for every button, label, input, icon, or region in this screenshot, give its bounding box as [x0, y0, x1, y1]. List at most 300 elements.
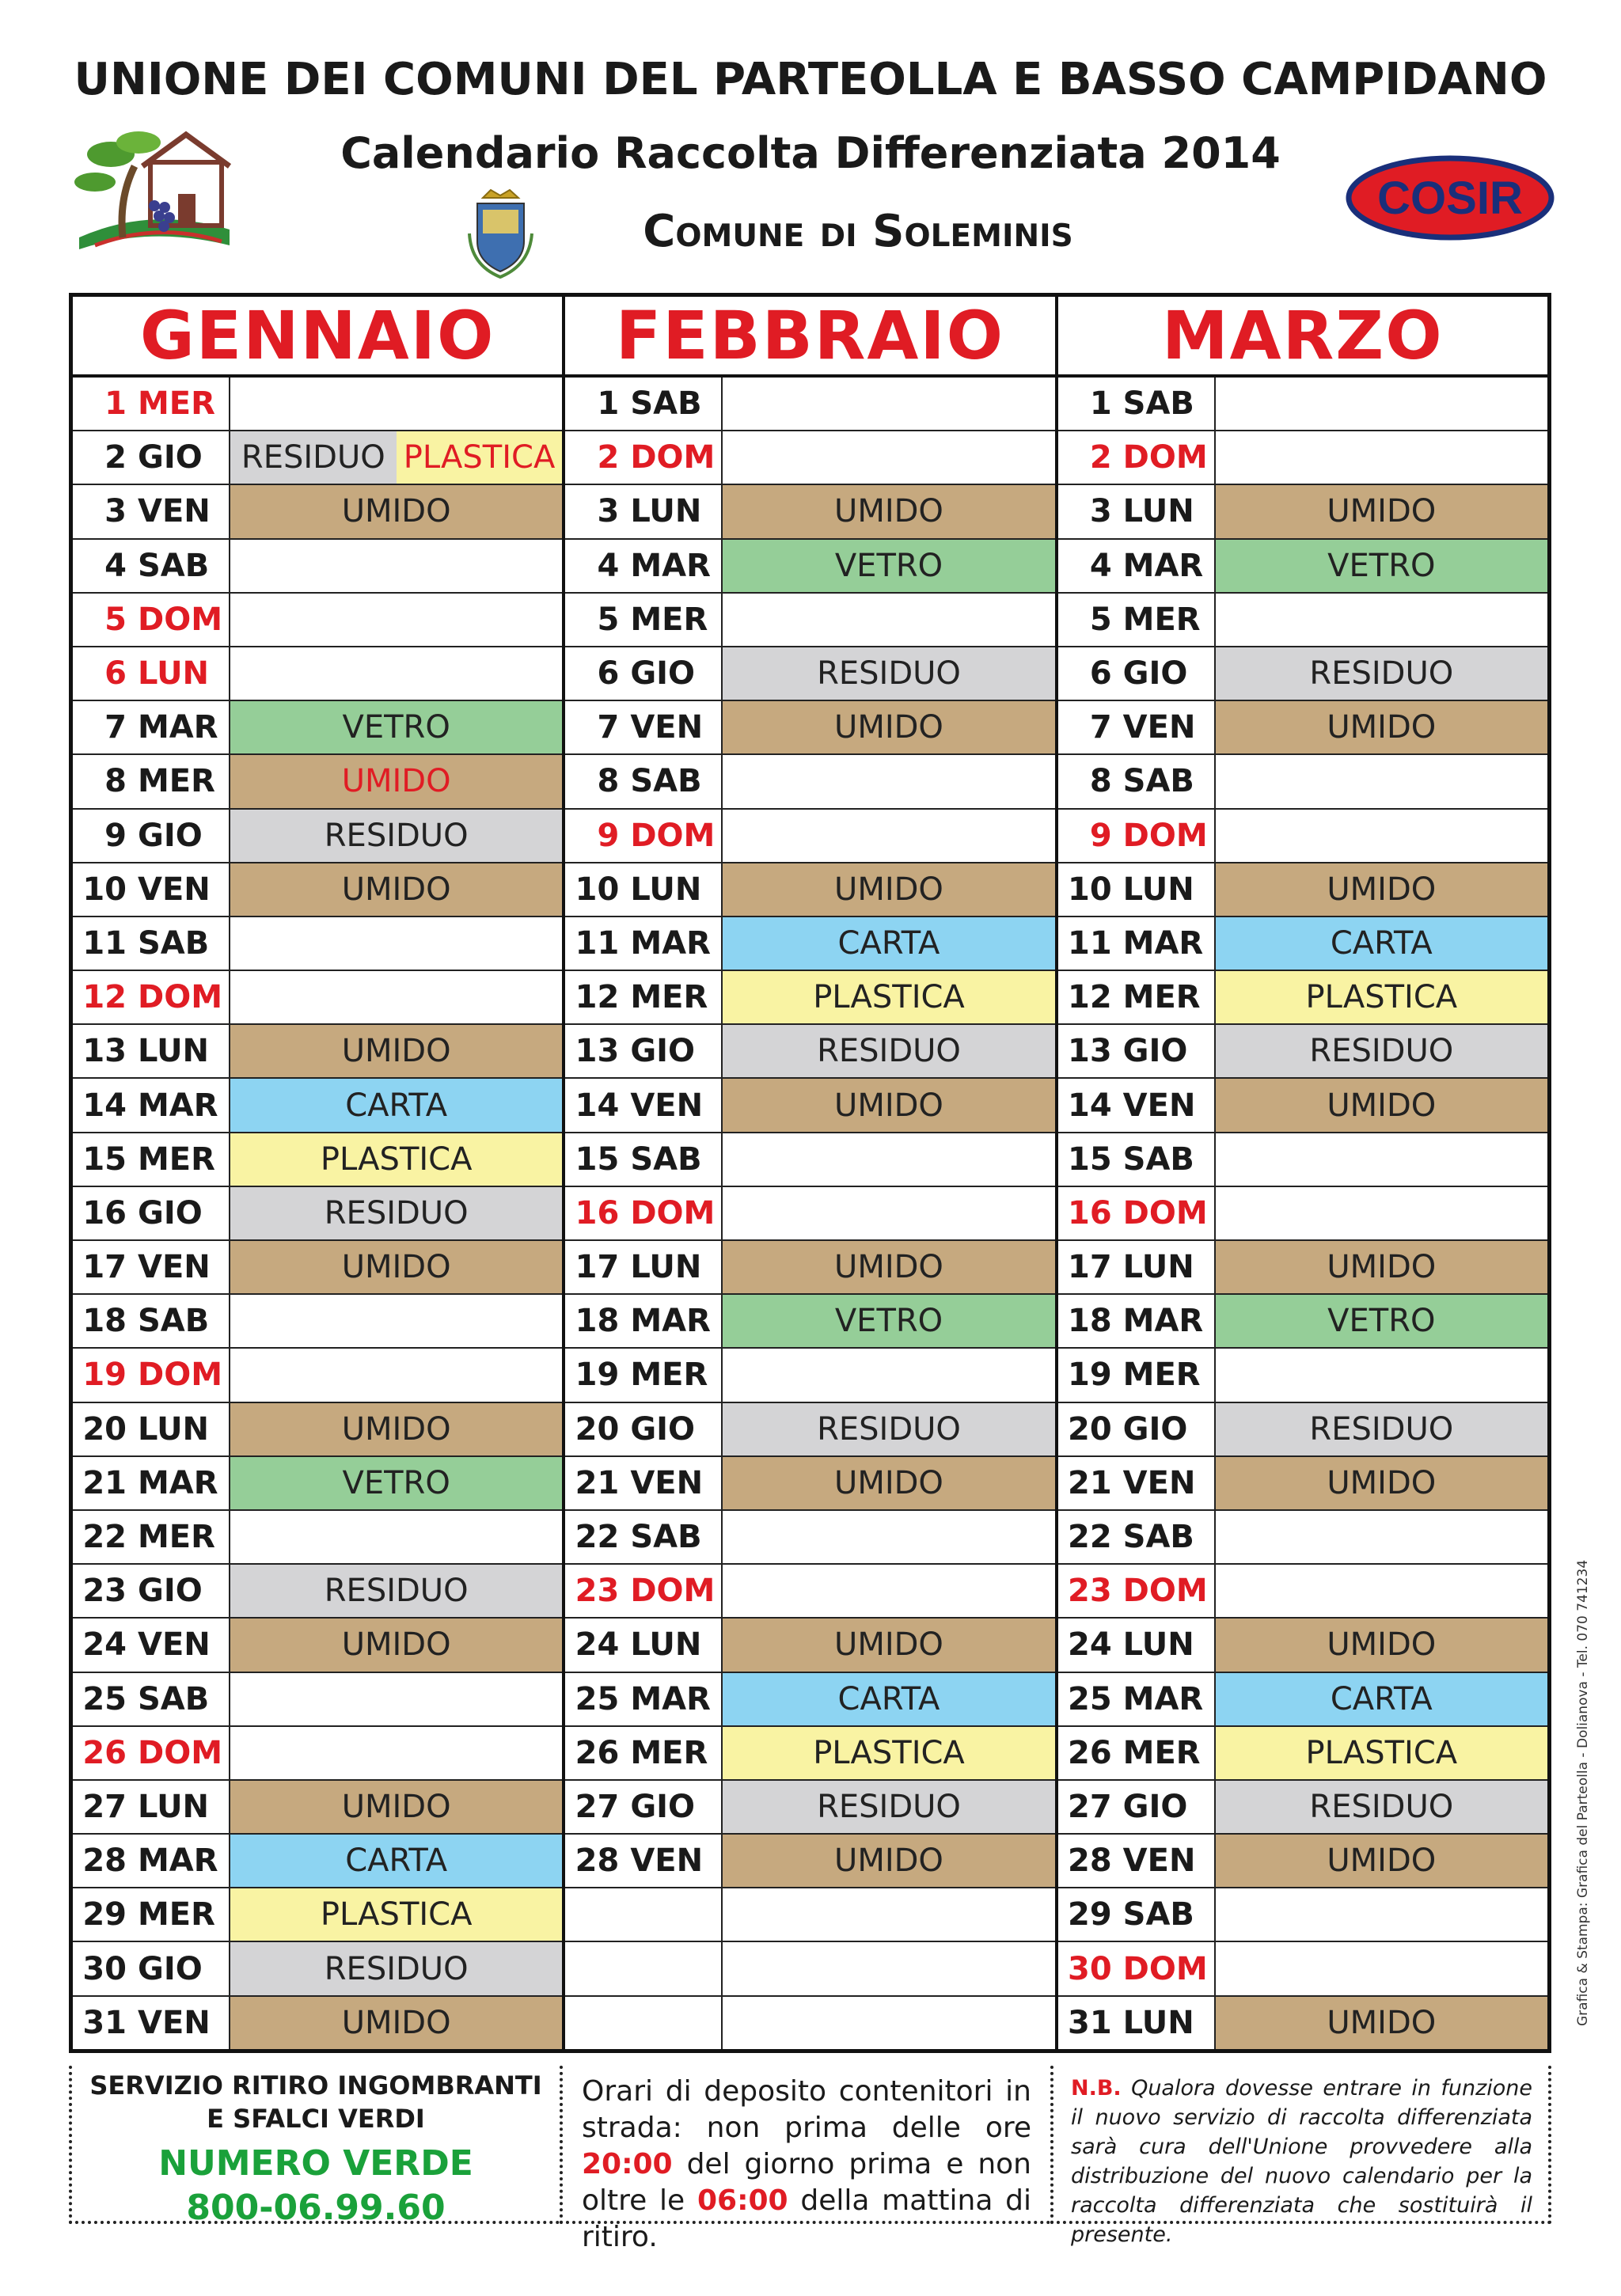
day-row — [73, 1295, 562, 1349]
waste-cell-empty — [1216, 1565, 1547, 1617]
waste-cell-empty — [723, 810, 1054, 862]
day-number: 23 — [82, 1573, 127, 1610]
waste-cell-empty — [230, 1511, 562, 1563]
union-title: UNIONE DEI COMUNI DEL PARTEOLLA E BASSO CAMPIDANO — [74, 54, 1547, 105]
waste-cell-empty — [230, 378, 562, 430]
day-cell — [73, 863, 230, 916]
day-row — [1058, 1403, 1547, 1457]
day-cell — [565, 378, 723, 430]
day-cell — [565, 971, 723, 1023]
day-number: 23 — [575, 1573, 620, 1610]
day-cell — [1058, 1295, 1216, 1347]
day-cell — [1058, 540, 1216, 592]
day-of-week: VEN — [138, 1249, 211, 1286]
footer — [69, 2066, 1551, 2253]
day-number: 24 — [82, 1626, 127, 1664]
day-row — [73, 1835, 562, 1888]
day-of-week: MAR — [138, 1464, 218, 1501]
day-row — [73, 863, 562, 917]
calendar-grid — [69, 293, 1551, 2053]
waste-cell-empty — [723, 1133, 1054, 1186]
day-cell — [565, 1565, 723, 1617]
waste-cell-carta: CARTA — [1216, 917, 1547, 970]
day-row — [565, 1835, 1054, 1888]
month-name: GENNAIO — [73, 297, 562, 378]
day-of-week: GIO — [630, 1410, 696, 1448]
waste-cell-umido: UMIDO — [1216, 1241, 1547, 1293]
day-row — [565, 594, 1054, 647]
waste-cell-umido: UMIDO — [230, 1403, 562, 1455]
day-cell — [1058, 1511, 1216, 1563]
waste-cell-empty — [230, 540, 562, 592]
day-of-week: GIO — [1122, 1033, 1188, 1070]
day-number: 25 — [82, 1680, 127, 1717]
day-of-week: VEN — [630, 1464, 704, 1501]
day-of-week: LUN — [138, 1033, 210, 1070]
waste-cell-umido: UMIDO — [230, 1619, 562, 1671]
nb-text: Qualora dovesse entrare in funzione il nuovo servizio di raccolta differenziata sarà cura dell'Unione provvedere alla distribuzione del nuovo calendario per la raccolta differenziata che sostituirà il presente. — [1071, 2076, 1532, 2247]
day-row — [73, 540, 562, 594]
day-number: 2 — [1089, 439, 1112, 476]
waste-cell-residuo: RESIDUO — [1216, 1025, 1547, 1077]
day-of-week: SAB — [138, 547, 210, 584]
day-cell — [73, 1511, 230, 1563]
day-row — [73, 1079, 562, 1133]
day-cell — [565, 594, 723, 646]
day-of-week: DOM — [1122, 1194, 1208, 1231]
day-row — [73, 1942, 562, 1996]
day-row — [1058, 1619, 1547, 1672]
day-of-week: SAB — [138, 924, 210, 962]
day-number: 2 — [597, 439, 620, 476]
day-cell — [73, 1079, 230, 1131]
day-cell — [1058, 1619, 1216, 1671]
day-cell — [73, 810, 230, 862]
day-cell — [1058, 917, 1216, 970]
day-of-week: SAB — [138, 1303, 210, 1340]
day-cell — [73, 594, 230, 646]
day-number: 8 — [597, 763, 620, 800]
day-number: 29 — [82, 1896, 127, 1934]
day-cell — [1058, 1025, 1216, 1077]
waste-cell-vetro: VETRO — [723, 1295, 1054, 1347]
waste-cell-umido: UMIDO — [230, 1997, 562, 2049]
day-row — [565, 1673, 1054, 1727]
day-number: 14 — [1067, 1087, 1112, 1124]
waste-cell-empty — [230, 647, 562, 700]
numero-verde-label: NUMERO VERDE — [158, 2143, 473, 2184]
waste-cell-residuo: RESIDUO — [1216, 647, 1547, 700]
waste-cell-residuo: RESIDUO — [723, 647, 1054, 700]
day-number: 22 — [82, 1519, 127, 1556]
day-row — [1058, 1457, 1547, 1511]
month-column-gennaio — [73, 297, 565, 2049]
day-number: 6 — [1089, 655, 1112, 693]
waste-cell-vetro: VETRO — [1216, 540, 1547, 592]
waste-cell-empty — [723, 378, 1054, 430]
day-row — [1058, 1079, 1547, 1133]
day-of-week: SAB — [630, 763, 702, 800]
day-row — [73, 1511, 562, 1565]
day-row — [565, 1565, 1054, 1619]
day-row — [565, 1942, 1054, 1996]
waste-cell-residuo: RESIDUO — [230, 1187, 562, 1239]
waste-cell-vetro: VETRO — [230, 1457, 562, 1509]
day-number: 5 — [1089, 601, 1112, 638]
day-number: 25 — [575, 1680, 620, 1717]
day-cell — [1058, 431, 1216, 484]
day-of-week: MER — [138, 1140, 215, 1178]
day-number: 7 — [104, 709, 127, 746]
day-of-week: VEN — [138, 1626, 211, 1664]
day-cell — [565, 1079, 723, 1131]
nb-notice-box — [1050, 2066, 1551, 2247]
day-of-week: MAR — [138, 1842, 218, 1880]
day-number: 12 — [1067, 979, 1112, 1016]
day-cell — [73, 431, 230, 484]
day-of-week: MER — [1122, 1734, 1201, 1771]
month-name: MARZO — [1058, 297, 1547, 378]
day-number: 20 — [1067, 1410, 1112, 1448]
waste-cell-vetro: VETRO — [1216, 1295, 1547, 1347]
hours-time-morning: 06:00 — [697, 2184, 788, 2217]
day-row — [565, 701, 1054, 755]
day-cell — [73, 540, 230, 592]
day-of-week: SAB — [630, 1519, 702, 1556]
waste-cell-umido: UMIDO — [230, 1025, 562, 1077]
day-cell — [73, 1835, 230, 1887]
day-of-week: LUN — [138, 1788, 210, 1825]
day-number: 26 — [82, 1734, 127, 1771]
day-number: 20 — [575, 1410, 620, 1448]
day-of-week: VEN — [1122, 1842, 1196, 1880]
day-number: 8 — [104, 763, 127, 800]
day-row — [565, 1295, 1054, 1349]
day-cell — [73, 1187, 230, 1239]
day-row — [73, 1187, 562, 1241]
waste-cell-umido: UMIDO — [723, 1241, 1054, 1293]
day-number: 13 — [575, 1033, 620, 1070]
day-cell — [73, 1727, 230, 1779]
day-cell — [565, 1457, 723, 1509]
day-number: 13 — [82, 1033, 127, 1070]
day-number: 13 — [1067, 1033, 1112, 1070]
day-of-week: GIO — [1122, 1410, 1188, 1448]
day-cell — [565, 755, 723, 807]
day-of-week: LUN — [1122, 1626, 1194, 1664]
day-number: 6 — [104, 655, 127, 693]
day-number: 3 — [104, 493, 127, 530]
day-cell — [565, 1187, 723, 1239]
hours-time-evening: 20:00 — [582, 2148, 673, 2180]
waste-cell-empty — [723, 594, 1054, 646]
day-row — [565, 485, 1054, 539]
day-row — [73, 1619, 562, 1672]
waste-cell-empty — [230, 1295, 562, 1347]
day-cell — [565, 540, 723, 592]
day-cell — [1058, 1079, 1216, 1131]
day-of-week: MAR — [138, 709, 218, 746]
day-number: 26 — [1067, 1734, 1112, 1771]
svg-text:COSIR: COSIR — [1377, 173, 1523, 224]
day-number: 31 — [82, 2004, 127, 2041]
waste-cell-empty — [723, 1187, 1054, 1239]
numero-verde-phone: 800-06.99.60 — [186, 2188, 446, 2228]
day-row — [565, 1457, 1054, 1511]
day-cell — [565, 701, 723, 753]
day-row — [1058, 647, 1547, 701]
day-row — [1058, 1997, 1547, 2049]
day-number: 1 — [1089, 385, 1112, 423]
day-cell — [1058, 971, 1216, 1023]
day-of-week: VEN — [138, 493, 211, 530]
day-number: 18 — [82, 1303, 127, 1340]
day-number: 14 — [575, 1087, 620, 1124]
day-of-week: GIO — [138, 1194, 203, 1231]
waste-cell-umido: UMIDO — [1216, 1997, 1547, 2049]
waste-cell-umido: UMIDO — [1216, 1457, 1547, 1509]
day-row — [565, 1997, 1054, 2049]
day-number: 5 — [597, 601, 620, 638]
cosir-logo-icon — [1346, 154, 1555, 241]
day-cell — [1058, 1673, 1216, 1725]
day-of-week: SAB — [1122, 1519, 1194, 1556]
day-number: 19 — [575, 1357, 620, 1394]
waste-cell-empty — [230, 917, 562, 970]
day-row — [1058, 1349, 1547, 1402]
day-of-week: GIO — [630, 655, 696, 693]
day-row — [1058, 755, 1547, 809]
day-row — [73, 701, 562, 755]
day-number: 12 — [575, 979, 620, 1016]
day-row — [1058, 1025, 1547, 1079]
day-of-week: MAR — [630, 1303, 711, 1340]
comune-crest-icon — [463, 186, 538, 281]
day-row — [1058, 378, 1547, 431]
day-row — [565, 1511, 1054, 1565]
day-number: 24 — [575, 1626, 620, 1664]
day-of-week: MER — [138, 1519, 215, 1556]
waste-cell-umido: UMIDO — [1216, 1079, 1547, 1131]
waste-cell-empty — [723, 1565, 1054, 1617]
day-row — [1058, 540, 1547, 594]
day-number: 10 — [82, 871, 127, 908]
waste-cell-umido: UMIDO — [230, 1781, 562, 1833]
service-title-line2: E SFALCI VERDI — [207, 2104, 425, 2134]
day-cell — [565, 431, 723, 484]
day-cell — [1058, 1133, 1216, 1186]
day-cell — [1058, 1349, 1216, 1401]
day-cell — [565, 917, 723, 970]
day-cell — [565, 1133, 723, 1186]
day-number: 21 — [1067, 1464, 1112, 1501]
waste-label-plastica: PLASTICA — [397, 431, 563, 484]
waste-cell-plastica: PLASTICA — [230, 1133, 562, 1186]
day-of-week: GIO — [630, 1788, 696, 1825]
day-number: 8 — [1089, 763, 1112, 800]
day-of-week: MAR — [1122, 1303, 1204, 1340]
day-number: 21 — [82, 1464, 127, 1501]
day-row — [565, 1241, 1054, 1295]
day-of-week: MER — [138, 763, 215, 800]
waste-cell-umido: UMIDO — [723, 863, 1054, 916]
day-row — [1058, 863, 1547, 917]
waste-cell-umido: UMIDO — [723, 485, 1054, 537]
month-column-marzo — [1058, 297, 1547, 2049]
waste-cell-umido: UMIDO — [723, 701, 1054, 753]
day-cell — [73, 917, 230, 970]
waste-cell-vetro: VETRO — [723, 540, 1054, 592]
waste-cell-empty — [1216, 1187, 1547, 1239]
day-of-week: VEN — [1122, 1464, 1196, 1501]
day-number: 24 — [1067, 1626, 1112, 1664]
day-of-week: SAB — [1122, 1896, 1194, 1934]
day-number: 11 — [82, 924, 127, 962]
day-cell — [1058, 1942, 1216, 1994]
day-number: 16 — [82, 1194, 127, 1231]
day-row — [1058, 1673, 1547, 1727]
day-cell — [565, 647, 723, 700]
day-of-week: SAB — [1122, 1140, 1194, 1178]
day-number: 15 — [1067, 1140, 1112, 1178]
day-row — [73, 1403, 562, 1457]
day-of-week: VEN — [630, 1087, 704, 1124]
hours-text-2: del giorno prima e non oltre le — [582, 2148, 1031, 2217]
day-row — [565, 810, 1054, 863]
day-number: 17 — [1067, 1249, 1112, 1286]
waste-cell-umido: UMIDO — [230, 485, 562, 537]
day-of-week: SAB — [1122, 763, 1194, 800]
day-cell — [565, 863, 723, 916]
waste-cell-empty — [230, 1727, 562, 1779]
day-row — [565, 1403, 1054, 1457]
day-number: 11 — [575, 924, 620, 962]
day-cell — [1058, 701, 1216, 753]
day-of-week: DOM — [138, 601, 223, 638]
day-cell — [73, 1565, 230, 1617]
day-of-week: SAB — [138, 1680, 210, 1717]
day-row — [1058, 971, 1547, 1025]
day-number: 1 — [597, 385, 620, 423]
day-cell — [1058, 1457, 1216, 1509]
day-row — [1058, 1511, 1547, 1565]
deposit-hours-box — [560, 2066, 1050, 2253]
day-cell — [1058, 863, 1216, 916]
day-cell — [73, 1403, 230, 1455]
waste-cell-umido: UMIDO — [723, 1079, 1054, 1131]
day-row — [73, 1781, 562, 1835]
day-of-week: GIO — [138, 1573, 203, 1610]
month-column-febbraio — [565, 297, 1057, 2049]
day-row — [73, 485, 562, 539]
day-of-week: GIO — [1122, 655, 1188, 693]
waste-cell-empty — [1216, 1888, 1547, 1941]
waste-cell-empty — [723, 1511, 1054, 1563]
day-cell — [73, 378, 230, 430]
day-cell — [73, 1457, 230, 1509]
waste-cell-vetro: VETRO — [230, 701, 562, 753]
day-cell — [73, 1295, 230, 1347]
waste-cell-umido: UMIDO — [723, 1619, 1054, 1671]
waste-cell-empty — [230, 1349, 562, 1401]
waste-cell-plastica: PLASTICA — [1216, 971, 1547, 1023]
day-cell — [1058, 1781, 1216, 1833]
calendar-title: Calendario Raccolta Differenziata 2014 — [340, 128, 1281, 178]
waste-cell-empty — [723, 1888, 1054, 1941]
day-row — [565, 863, 1054, 917]
day-number: 4 — [104, 547, 127, 584]
day-row — [565, 431, 1054, 485]
day-row — [73, 594, 562, 647]
day-of-week: MER — [138, 1896, 215, 1934]
day-cell — [73, 1133, 230, 1186]
day-row — [73, 1673, 562, 1727]
day-of-week: MER — [630, 979, 708, 1016]
day-number: 10 — [1067, 871, 1112, 908]
day-row — [1058, 1133, 1547, 1187]
day-cell — [565, 1403, 723, 1455]
day-row — [73, 1133, 562, 1187]
day-cell — [73, 1942, 230, 1994]
day-cell — [565, 1942, 723, 1994]
day-row — [565, 378, 1054, 431]
waste-cell-umido: UMIDO — [723, 1457, 1054, 1509]
day-row — [73, 755, 562, 809]
day-number: 17 — [82, 1249, 127, 1286]
day-cell — [1058, 485, 1216, 537]
day-row — [1058, 1241, 1547, 1295]
day-number: 30 — [1067, 1950, 1112, 1987]
day-row — [565, 647, 1054, 701]
waste-cell-carta: CARTA — [230, 1079, 562, 1131]
day-row — [73, 1727, 562, 1781]
day-number: 16 — [575, 1194, 620, 1231]
hours-text-3: della mattina di ritiro. — [582, 2184, 1032, 2253]
day-row — [73, 431, 562, 485]
day-of-week: MER — [630, 601, 708, 638]
day-of-week: GIO — [138, 817, 203, 854]
waste-cell-plastica: PLASTICA — [723, 1727, 1054, 1779]
waste-cell-empty — [230, 594, 562, 646]
day-row — [565, 1079, 1054, 1133]
day-cell — [73, 485, 230, 537]
day-cell — [1058, 1187, 1216, 1239]
day-row — [1058, 1888, 1547, 1942]
day-number: 7 — [597, 709, 620, 746]
day-number: 21 — [575, 1464, 620, 1501]
day-number: 5 — [104, 601, 127, 638]
day-number: 15 — [575, 1140, 620, 1178]
day-row — [565, 1727, 1054, 1781]
day-of-week: DOM — [1122, 1573, 1208, 1610]
waste-cell-residuo: RESIDUO — [1216, 1403, 1547, 1455]
day-cell — [1058, 378, 1216, 430]
day-cell — [1058, 1888, 1216, 1941]
day-row — [73, 1349, 562, 1402]
day-cell — [1058, 810, 1216, 862]
day-cell — [565, 1349, 723, 1401]
waste-cell-residuo: RESIDUO — [230, 1565, 562, 1617]
day-of-week: LUN — [630, 1626, 702, 1664]
day-of-week: SAB — [1122, 385, 1194, 423]
day-row — [1058, 1727, 1547, 1781]
day-number: 28 — [82, 1842, 127, 1880]
day-cell — [73, 1673, 230, 1725]
day-of-week: MAR — [1122, 547, 1204, 584]
day-row — [1058, 1187, 1547, 1241]
day-row — [73, 1025, 562, 1079]
day-row — [565, 1781, 1054, 1835]
